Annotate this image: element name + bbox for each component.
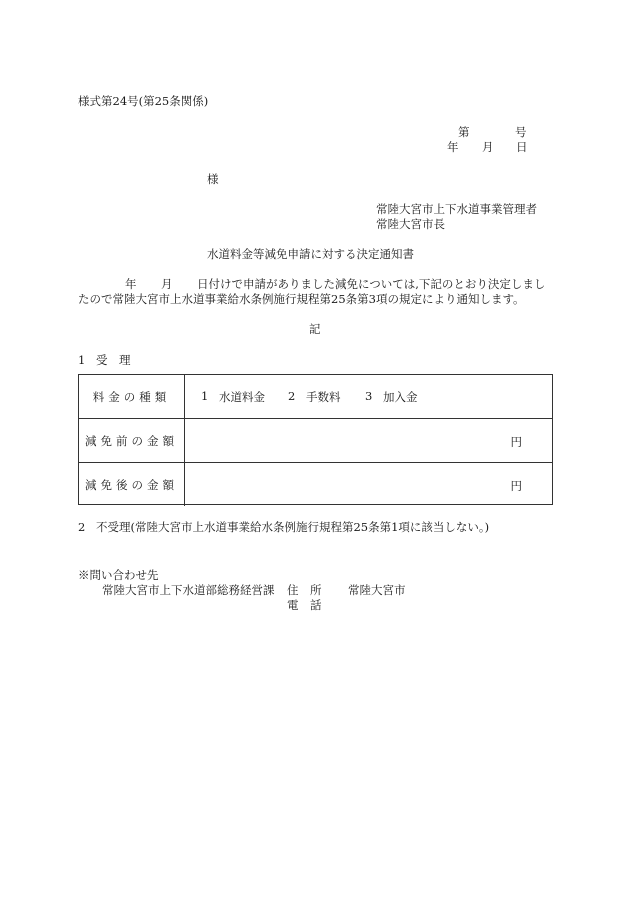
doc-number-dai: 第: [458, 125, 470, 139]
contact-address-label: 住 所: [287, 583, 322, 597]
form-number: 様式第24号(第25条関係): [78, 94, 209, 108]
table-row-after-amount: [79, 462, 552, 506]
option-number-3: 3: [365, 389, 373, 403]
after-amount-value: [185, 463, 552, 506]
before-amount-unit: 円: [510, 435, 522, 449]
fee-type-label: 料金の種類: [79, 375, 185, 418]
section1-number: 1: [78, 353, 86, 367]
body-line1: 日付けで申請がありました減免については,下記のとおり決定しまし: [197, 277, 546, 291]
option-connection-fee: 加入金: [383, 390, 418, 404]
issuer-line2: 常陸大宮市長: [376, 217, 445, 231]
after-amount-label: 減免後の金額: [79, 463, 185, 506]
body-month: 月: [161, 277, 173, 291]
before-amount-label: 減免前の金額: [79, 419, 185, 463]
section2-text: 不受理(常陸大宮市上水道事業給水条例施行規程第25条第1項に該当しない。): [96, 520, 490, 534]
body-year: 年: [125, 277, 137, 291]
date-month: 月: [482, 140, 494, 154]
contact-phone-label: 電 話: [287, 598, 322, 612]
issuer-line1: 常陸大宮市上下水道事業管理者: [376, 202, 537, 216]
section2-number: 2: [78, 520, 86, 534]
after-amount-unit: 円: [510, 479, 522, 493]
document-title: 水道料金等減免申請に対する決定通知書: [207, 247, 414, 261]
fee-type-options: [185, 375, 552, 418]
date-day: 日: [516, 140, 528, 154]
contact-address-value: 常陸大宮市: [348, 583, 406, 597]
doc-number-go: 号: [515, 125, 527, 139]
date-year: 年: [447, 140, 459, 154]
option-handling-fee: 手数料: [306, 390, 341, 404]
before-amount-value: [185, 419, 552, 463]
contact-dept: 常陸大宮市上下水道部総務経営課: [102, 583, 275, 597]
option-number-2: 2: [288, 389, 296, 403]
contact-heading: ※問い合わせ先: [78, 568, 159, 582]
addressee-suffix: 様: [207, 172, 219, 186]
table-row-before-amount: [79, 418, 552, 463]
decision-table: [78, 374, 553, 505]
option-number-1: 1: [201, 389, 209, 403]
table-row-fee-type: [79, 375, 552, 418]
section1-label: 受 理: [96, 353, 131, 367]
body-line2: たので常陸大宮市上水道事業給水条例施行規程第25条第3項の規定により通知します。: [78, 292, 525, 306]
ki-marker: 記: [309, 322, 321, 336]
option-water-fee: 水道料金: [219, 390, 265, 404]
